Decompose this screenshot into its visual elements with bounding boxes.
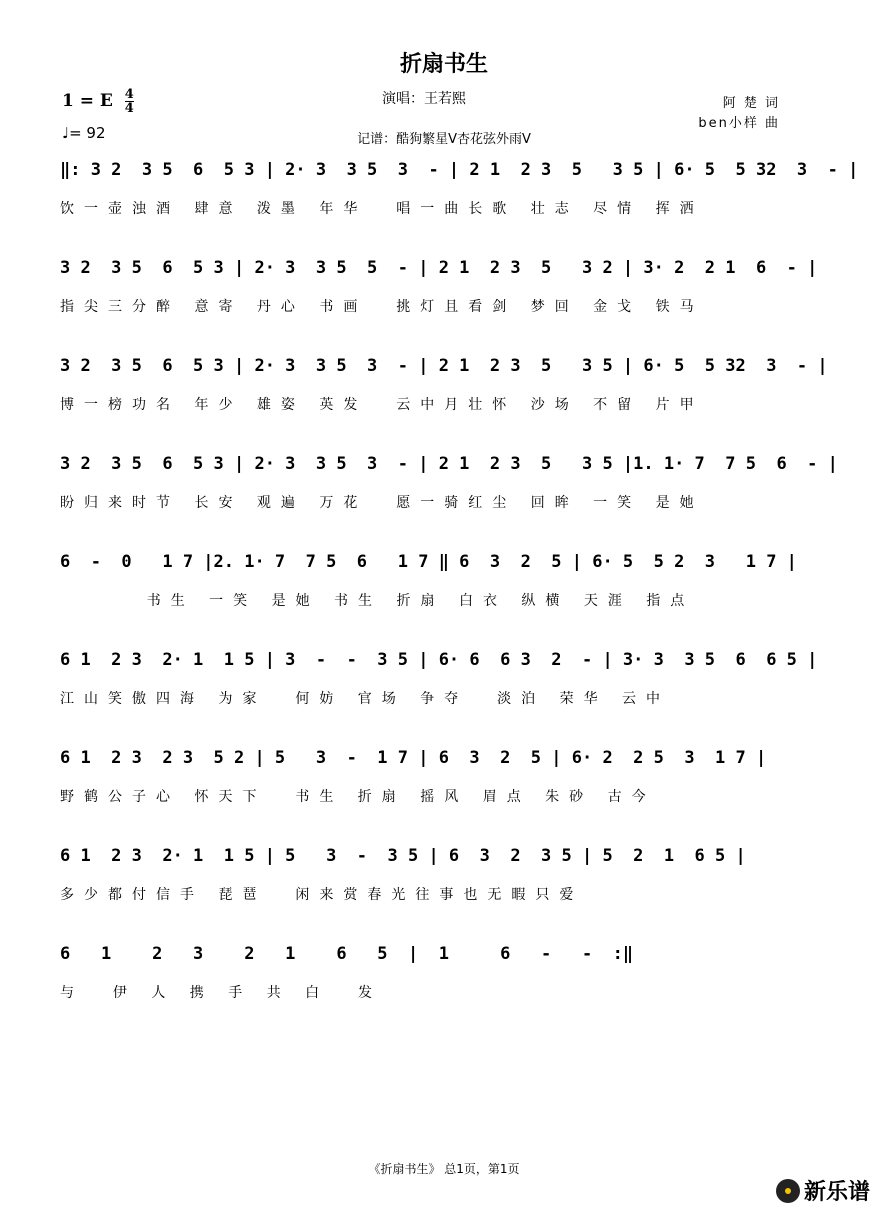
score-line-8 [60,846,858,944]
key-signature [62,88,134,115]
score-line-3 [60,356,858,454]
score-body [60,160,858,1042]
notation-line: ‖: 3 2 3 5 6 5 3 | 2· 3 3 5 3 - | 2 1 2 3 5 3 5 | 6· 5 5 32 3 - | [60,160,859,180]
score-line-6 [60,650,858,748]
brand-logo [776,1175,870,1206]
page-footer: 《折扇书生》 总1页，第1页 [368,1162,520,1176]
lyrics-line: 饮一壶浊酒 肆意 泼墨 年华 唱一曲长歌 壮志 尽情 挥洒 [60,201,704,217]
notation-line: 6 1 2 3 2 1 6 5 | 1 6 - - :‖ [60,944,634,964]
lyrics-line: 指尖三分醉 意寄 丹心 书画 挑灯且看剑 梦回 金戈 铁马 [60,299,704,315]
lyrics-line: 与 伊 人 携 手 共 白 发 [60,985,383,1001]
time-signature-denominator: 4 [124,101,134,116]
notation-line: 6 1 2 3 2 3 5 2 | 5 3 - 1 7 | 6 3 2 5 | 6· 2 2 5 3 1 7 | [60,748,767,768]
score-line-2 [60,258,858,356]
vinyl-record-icon [776,1179,800,1203]
notation-line: 6 - 0 1 7 |2. 1· 7 7 5 6 1 7 ‖ 6 3 2 5 | 6· 5 5 2 3 1 7 | [60,552,797,572]
notation-line: 3 2 3 5 6 5 3 | 2· 3 3 5 5 - | 2 1 2 3 5 3 2 | 3· 2 2 1 6 - | [60,258,818,278]
brand-name: 新乐谱 [803,1180,870,1205]
lyrics-line: 盼归来时节 长安 观遍 万花 愿一骑红尘 回眸 一笑 是她 [60,495,704,511]
score-line-5 [60,552,858,650]
song-title: 折扇书生 [399,52,488,77]
lyrics-line: 野鹤公子心 怀天下 书生 折扇 摇风 眉点 朱砂 古今 [60,789,656,805]
lyrics-line: 博一榜功名 年少 雄姿 英发 云中月壮怀 沙场 不留 片甲 [60,397,704,413]
notation-line: 3 2 3 5 6 5 3 | 2· 3 3 5 3 - | 2 1 2 3 5 3 5 |1. 1· 7 7 5 6 - | [60,454,838,474]
notator-credit: 记谱：酷狗繁星V杏花弦外雨V [357,132,531,147]
lyrics-line: 江山笑傲四海 为家 何妨 官场 争夺 淡泊 荣华 云中 [60,691,671,707]
time-signature [125,88,134,115]
time-signature-numerator: 4 [124,87,134,102]
score-line-9 [60,944,858,1042]
notation-line: 6 1 2 3 2· 1 1 5 | 5 3 - 3 5 | 6 3 2 3 5 | 5 2 1 6 5 | [60,846,746,866]
singer-line: 演唱：王若熙 [382,91,466,107]
notation-line: 6 1 2 3 2· 1 1 5 | 3 - - 3 5 | 6· 6 6 3 2 - | 3· 3 3 5 6 6 5 | [60,650,818,670]
score-line-1 [60,160,858,258]
tempo-mark: ♩= 92 [62,124,106,142]
key-label: 1 = E [62,91,113,111]
score-line-4 [60,454,858,552]
lyrics-line: 多少都付信手 琵琶 闲来赏春光往事也无暇只爱 [60,887,584,903]
notation-line: 3 2 3 5 6 5 3 | 2· 3 3 5 3 - | 2 1 2 3 5 3 5 | 6· 5 5 32 3 - | [60,356,828,376]
lyrics-line: 书生 一笑 是她 书生 折扇 白衣 纵横 天涯 指点 [60,593,695,609]
score-line-7 [60,748,858,846]
composer-credit: ben小样 曲 [698,116,780,131]
lyricist-credit: 阿 楚 词 [722,96,780,111]
